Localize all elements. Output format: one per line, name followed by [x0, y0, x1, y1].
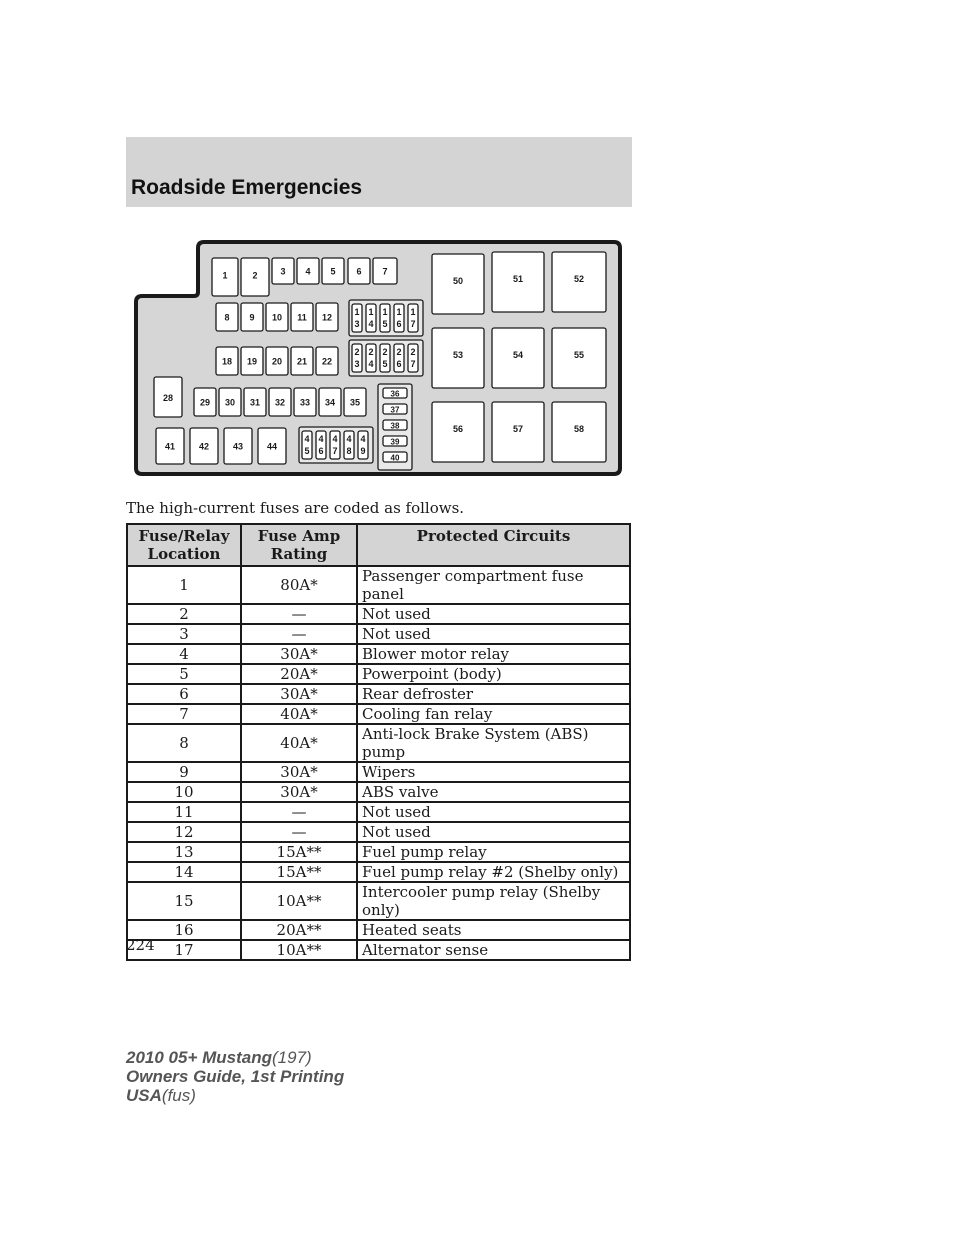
- fuse-table: [126, 523, 631, 961]
- fuse-label: 4: [368, 319, 374, 329]
- fuse-label: 1: [222, 270, 228, 281]
- fuse-label: 1: [382, 307, 388, 317]
- table-row: [127, 822, 630, 842]
- fuse-label: 22: [321, 356, 333, 367]
- fuse-label: 52: [573, 274, 585, 284]
- fuse-label: 21: [296, 356, 308, 367]
- table-row: [127, 724, 630, 762]
- fuse-label: 28: [162, 393, 174, 403]
- fuse-label: 39: [390, 437, 400, 447]
- fuse-label: 1: [396, 307, 402, 317]
- fuse-label: 41: [164, 441, 176, 452]
- fuse-label: 4: [305, 266, 311, 277]
- fuse-label: 6: [396, 359, 402, 369]
- cell-rating: 20A**: [241, 920, 357, 940]
- cell-location: 2: [127, 604, 241, 624]
- cell-location: 10: [127, 782, 241, 802]
- fuse-label: 3: [354, 319, 360, 329]
- table-row: [127, 862, 630, 882]
- fuse-label: 5: [382, 319, 388, 329]
- cell-location: 14: [127, 862, 241, 882]
- cell-circuit: Not used: [357, 802, 630, 822]
- table-row: [127, 704, 630, 724]
- cell-location: 16: [127, 920, 241, 940]
- fuse-label: 12: [321, 312, 333, 323]
- fuse-label: 1: [368, 307, 374, 317]
- fuse-label: 51: [512, 274, 524, 284]
- fuse-label: 36: [390, 389, 400, 399]
- fuse-label: 6: [396, 319, 402, 329]
- fuse-label: 1: [354, 307, 360, 317]
- fuse-label: 43: [232, 441, 244, 452]
- cell-circuit: Cooling fan relay: [357, 704, 630, 724]
- cell-circuit: Not used: [357, 604, 630, 624]
- fuse-label: 37: [390, 405, 400, 415]
- cell-circuit: Fuel pump relay: [357, 842, 630, 862]
- header-circuits: Protected Circuits: [357, 524, 630, 566]
- fuse-label: 19: [246, 356, 258, 367]
- fuse-label: 5: [304, 446, 310, 456]
- fuse-label: 56: [452, 424, 464, 434]
- fuse-label: 50: [452, 276, 464, 286]
- fuse-label: 2: [410, 347, 416, 357]
- cell-circuit: Fuel pump relay #2 (Shelby only): [357, 862, 630, 882]
- fuse-label: 58: [573, 424, 585, 434]
- header-rating: Fuse Amp Rating: [241, 524, 357, 566]
- table-row: [127, 664, 630, 684]
- fuse-label: 2: [252, 270, 258, 281]
- table-row: [127, 842, 630, 862]
- cell-circuit: Wipers: [357, 762, 630, 782]
- table-row: [127, 566, 630, 604]
- fuse-label: 55: [573, 350, 585, 360]
- fuse-label: 2: [368, 347, 374, 357]
- cell-location: 11: [127, 802, 241, 822]
- fuse-label: 53: [452, 350, 464, 360]
- cell-circuit: Blower motor relay: [357, 644, 630, 664]
- fuse-label: 3: [354, 359, 360, 369]
- fuse-label: 20: [271, 356, 283, 367]
- fuse-label: 2: [354, 347, 360, 357]
- cell-circuit: ABS valve: [357, 782, 630, 802]
- cell-circuit: Not used: [357, 624, 630, 644]
- fuse-label: 7: [382, 266, 388, 277]
- cell-location: 4: [127, 644, 241, 664]
- cell-rating: 10A**: [241, 940, 357, 960]
- fuse-label: 4: [368, 359, 374, 369]
- fuse-label: 9: [249, 312, 255, 323]
- cell-location: 6: [127, 684, 241, 704]
- cell-rating: 30A*: [241, 782, 357, 802]
- fuse-label: 8: [346, 446, 352, 456]
- fuse-label: 40: [390, 453, 400, 463]
- fuse-label: 9: [360, 446, 366, 456]
- cell-rating: —: [241, 822, 357, 842]
- table-row: [127, 920, 630, 940]
- fuse-label: 30: [224, 397, 236, 408]
- fuse-label: 2: [396, 347, 402, 357]
- table-row: [127, 604, 630, 624]
- fuse-label: 6: [356, 266, 362, 277]
- cell-rating: 20A*: [241, 664, 357, 684]
- fuse-label: 42: [198, 441, 210, 452]
- page-number: 224: [126, 936, 155, 954]
- cell-location: 7: [127, 704, 241, 724]
- fuse-label: 31: [249, 397, 261, 408]
- cell-location: 3: [127, 624, 241, 644]
- cell-circuit: Anti-lock Brake System (ABS) pump: [357, 724, 630, 762]
- fuse-label: 4: [360, 434, 366, 444]
- cell-circuit: Rear defroster: [357, 684, 630, 704]
- fuse-label: 32: [274, 397, 286, 408]
- cell-rating: —: [241, 604, 357, 624]
- table-row: [127, 940, 630, 960]
- fuse-label: 35: [349, 397, 361, 408]
- fuse-label: 33: [299, 397, 311, 408]
- fuse-box-diagram: [134, 240, 622, 476]
- table-header-row: [127, 524, 630, 566]
- cell-rating: 40A*: [241, 724, 357, 762]
- fuse-label: 7: [410, 359, 416, 369]
- page-title: Roadside Emergencies: [131, 176, 363, 199]
- header-location: Fuse/Relay Location: [127, 524, 241, 566]
- cell-rating: 10A**: [241, 882, 357, 920]
- cell-rating: 30A*: [241, 644, 357, 664]
- intro-text: The high-current fuses are coded as follows.: [126, 499, 465, 517]
- cell-circuit: Powerpoint (body): [357, 664, 630, 684]
- cell-location: 8: [127, 724, 241, 762]
- cell-location: 5: [127, 664, 241, 684]
- fuse-label: 2: [382, 347, 388, 357]
- cell-circuit: Heated seats: [357, 920, 630, 940]
- fuse-label: 4: [304, 434, 310, 444]
- fuse-label: 11: [297, 312, 307, 323]
- cell-rating: 15A**: [241, 862, 357, 882]
- fuse-label: 1: [410, 307, 416, 317]
- cell-location: 17: [127, 940, 241, 960]
- fuse-label: 5: [382, 359, 388, 369]
- fuse-label: 54: [512, 350, 524, 360]
- cell-circuit: Not used: [357, 822, 630, 842]
- cell-location: 9: [127, 762, 241, 782]
- fuse-label: 34: [324, 397, 336, 408]
- cell-rating: 40A*: [241, 704, 357, 724]
- footer: 2010 05+ Mustang(197) Owners Guide, 1st Printing USA(fus): [126, 1048, 345, 1105]
- table-row: [127, 762, 630, 782]
- fuse-label: 10: [271, 312, 283, 323]
- table-row: [127, 644, 630, 664]
- fuse-label: 3: [280, 266, 286, 277]
- fuse-label: 44: [266, 441, 278, 452]
- table-row: [127, 802, 630, 822]
- cell-rating: 30A*: [241, 762, 357, 782]
- fuse-label: 7: [410, 319, 416, 329]
- fuse-label: 5: [330, 266, 336, 277]
- fuse-label: 29: [199, 397, 211, 408]
- cell-rating: —: [241, 624, 357, 644]
- fuse-label: 38: [390, 421, 400, 431]
- fuse-label: 4: [318, 434, 324, 444]
- table-row: [127, 882, 630, 920]
- cell-rating: 15A**: [241, 842, 357, 862]
- fuse-label: 18: [221, 356, 233, 367]
- cell-circuit: Intercooler pump relay (Shelby only): [357, 882, 630, 920]
- cell-rating: —: [241, 802, 357, 822]
- cell-circuit: Passenger compartment fuse panel: [357, 566, 630, 604]
- fuse-label: 7: [332, 446, 338, 456]
- cell-location: 15: [127, 882, 241, 920]
- cell-location: 12: [127, 822, 241, 842]
- table-row: [127, 782, 630, 802]
- fuse-label: 57: [512, 424, 524, 434]
- cell-rating: 30A*: [241, 684, 357, 704]
- fuse-label: 4: [332, 434, 338, 444]
- cell-location: 1: [127, 566, 241, 604]
- cell-location: 13: [127, 842, 241, 862]
- fuse-label: 6: [318, 446, 324, 456]
- cell-circuit: Alternator sense: [357, 940, 630, 960]
- table-row: [127, 624, 630, 644]
- fuse-label: 4: [346, 434, 352, 444]
- table-row: [127, 684, 630, 704]
- cell-rating: 80A*: [241, 566, 357, 604]
- fuse-label: 8: [224, 312, 230, 323]
